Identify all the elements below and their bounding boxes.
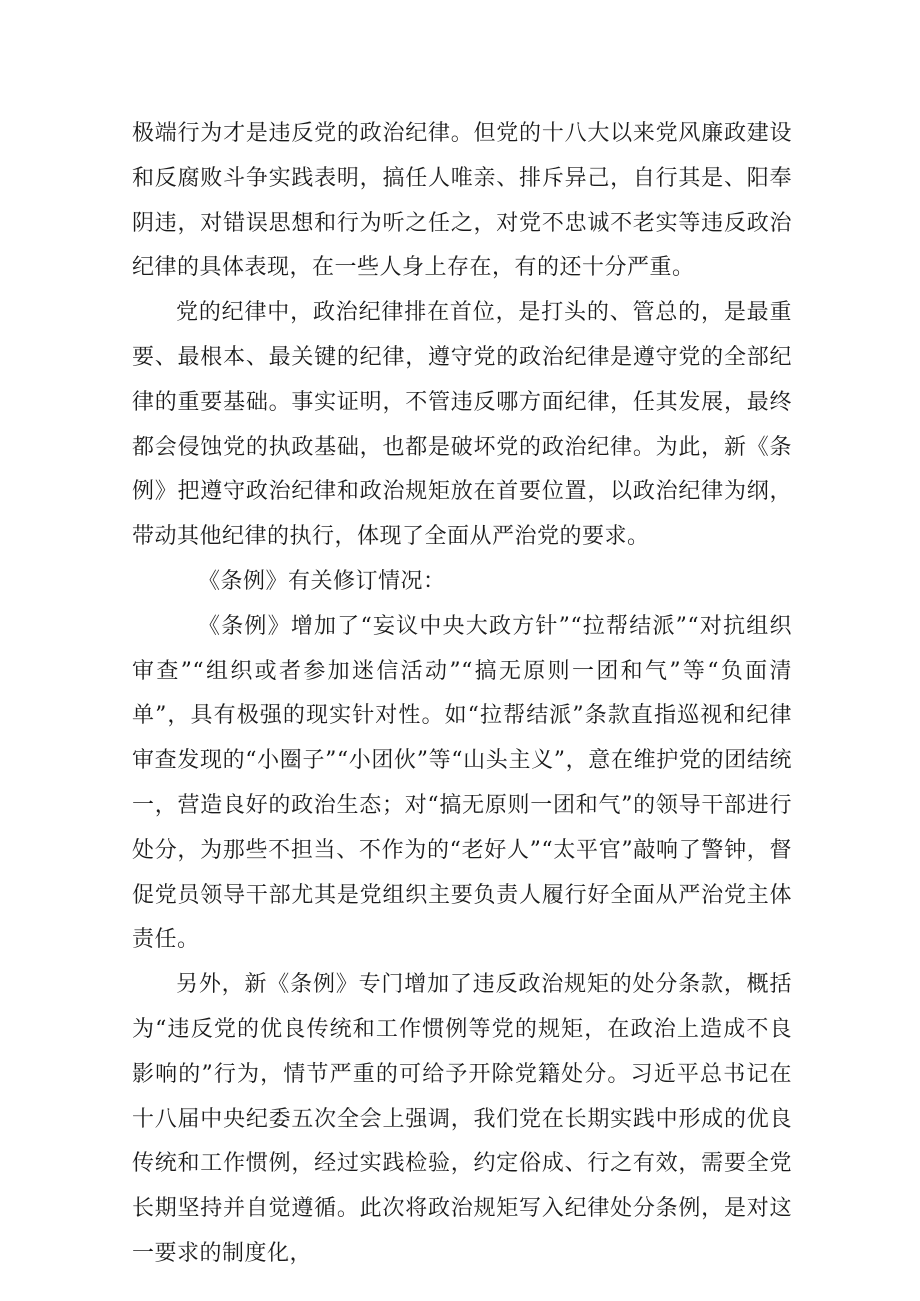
paragraph-political-rules: 另外，新《条例》专门增加了违反政治规矩的处分条款，概括为“违反党的优良传统和工作惯例等党的规矩，在政治上造成不良影响的”行为，情节严重的可给予开除党籍处分。习近平总书记在十八届中央纪委五次全会上强调，我们党在长期实践中形成的优良传统和工作惯例，经过实践检验，约定俗成、行之有效，需要全党长期坚持并自觉遵循。此次将政治规矩写入纪律处分条例，是对这一要求的制度化， [132,972,792,1266]
paragraph-negative-list: 《条例》增加了“妄议中央大政方针”“拉帮结派”“对抗组织审查”“组织或者参加迷信活动”“搞无原则一团和气”等“负面清单”，具有极强的现实针对性。如“拉帮结派”条款直指巡视和纪律审查发现的“小圈子”“小团伙”等“山头主义”，意在维护党的团结统一，营造良好的政治生态；对“搞无原则一团和气”的领导干部进行处分，为那些不担当、不作为的“老好人”“太平官”敲响了警钟，督促党员领导干部尤其是党组织主要负责人履行好全面从严治党主体责任。 [132,613,792,953]
paragraph-political-discipline: 党的纪律中，政治纪律排在首位，是打头的、管总的，是最重要、最根本、最关键的纪律，遵守党的政治纪律是遵守党的全部纪律的重要基础。事实证明，不管违反哪方面纪律，任其发展，最终都会侵蚀党的执政基础，也都是破坏党的政治纪律。为此，新《条例》把遵守政治纪律和政治规矩放在首要位置，以政治纪律为纲，带动其他纪律的执行，体现了全面从严治党的要求。 [132,300,792,550]
paragraph-revision-heading: 《条例》有关修订情况： [198,568,446,594]
document-body [132,112,792,1277]
paragraph-continuation: 极端行为才是违反党的政治纪律。但党的十八大以来党风廉政建设和反腐败斗争实践表明，搞任人唯亲、排斥异己，自行其是、阳奉阴违，对错误思想和行为听之任之，对党不忠诚不老实等违反政治纪律的具体表现，在一些人身上存在，有的还十分严重。 [132,121,792,281]
